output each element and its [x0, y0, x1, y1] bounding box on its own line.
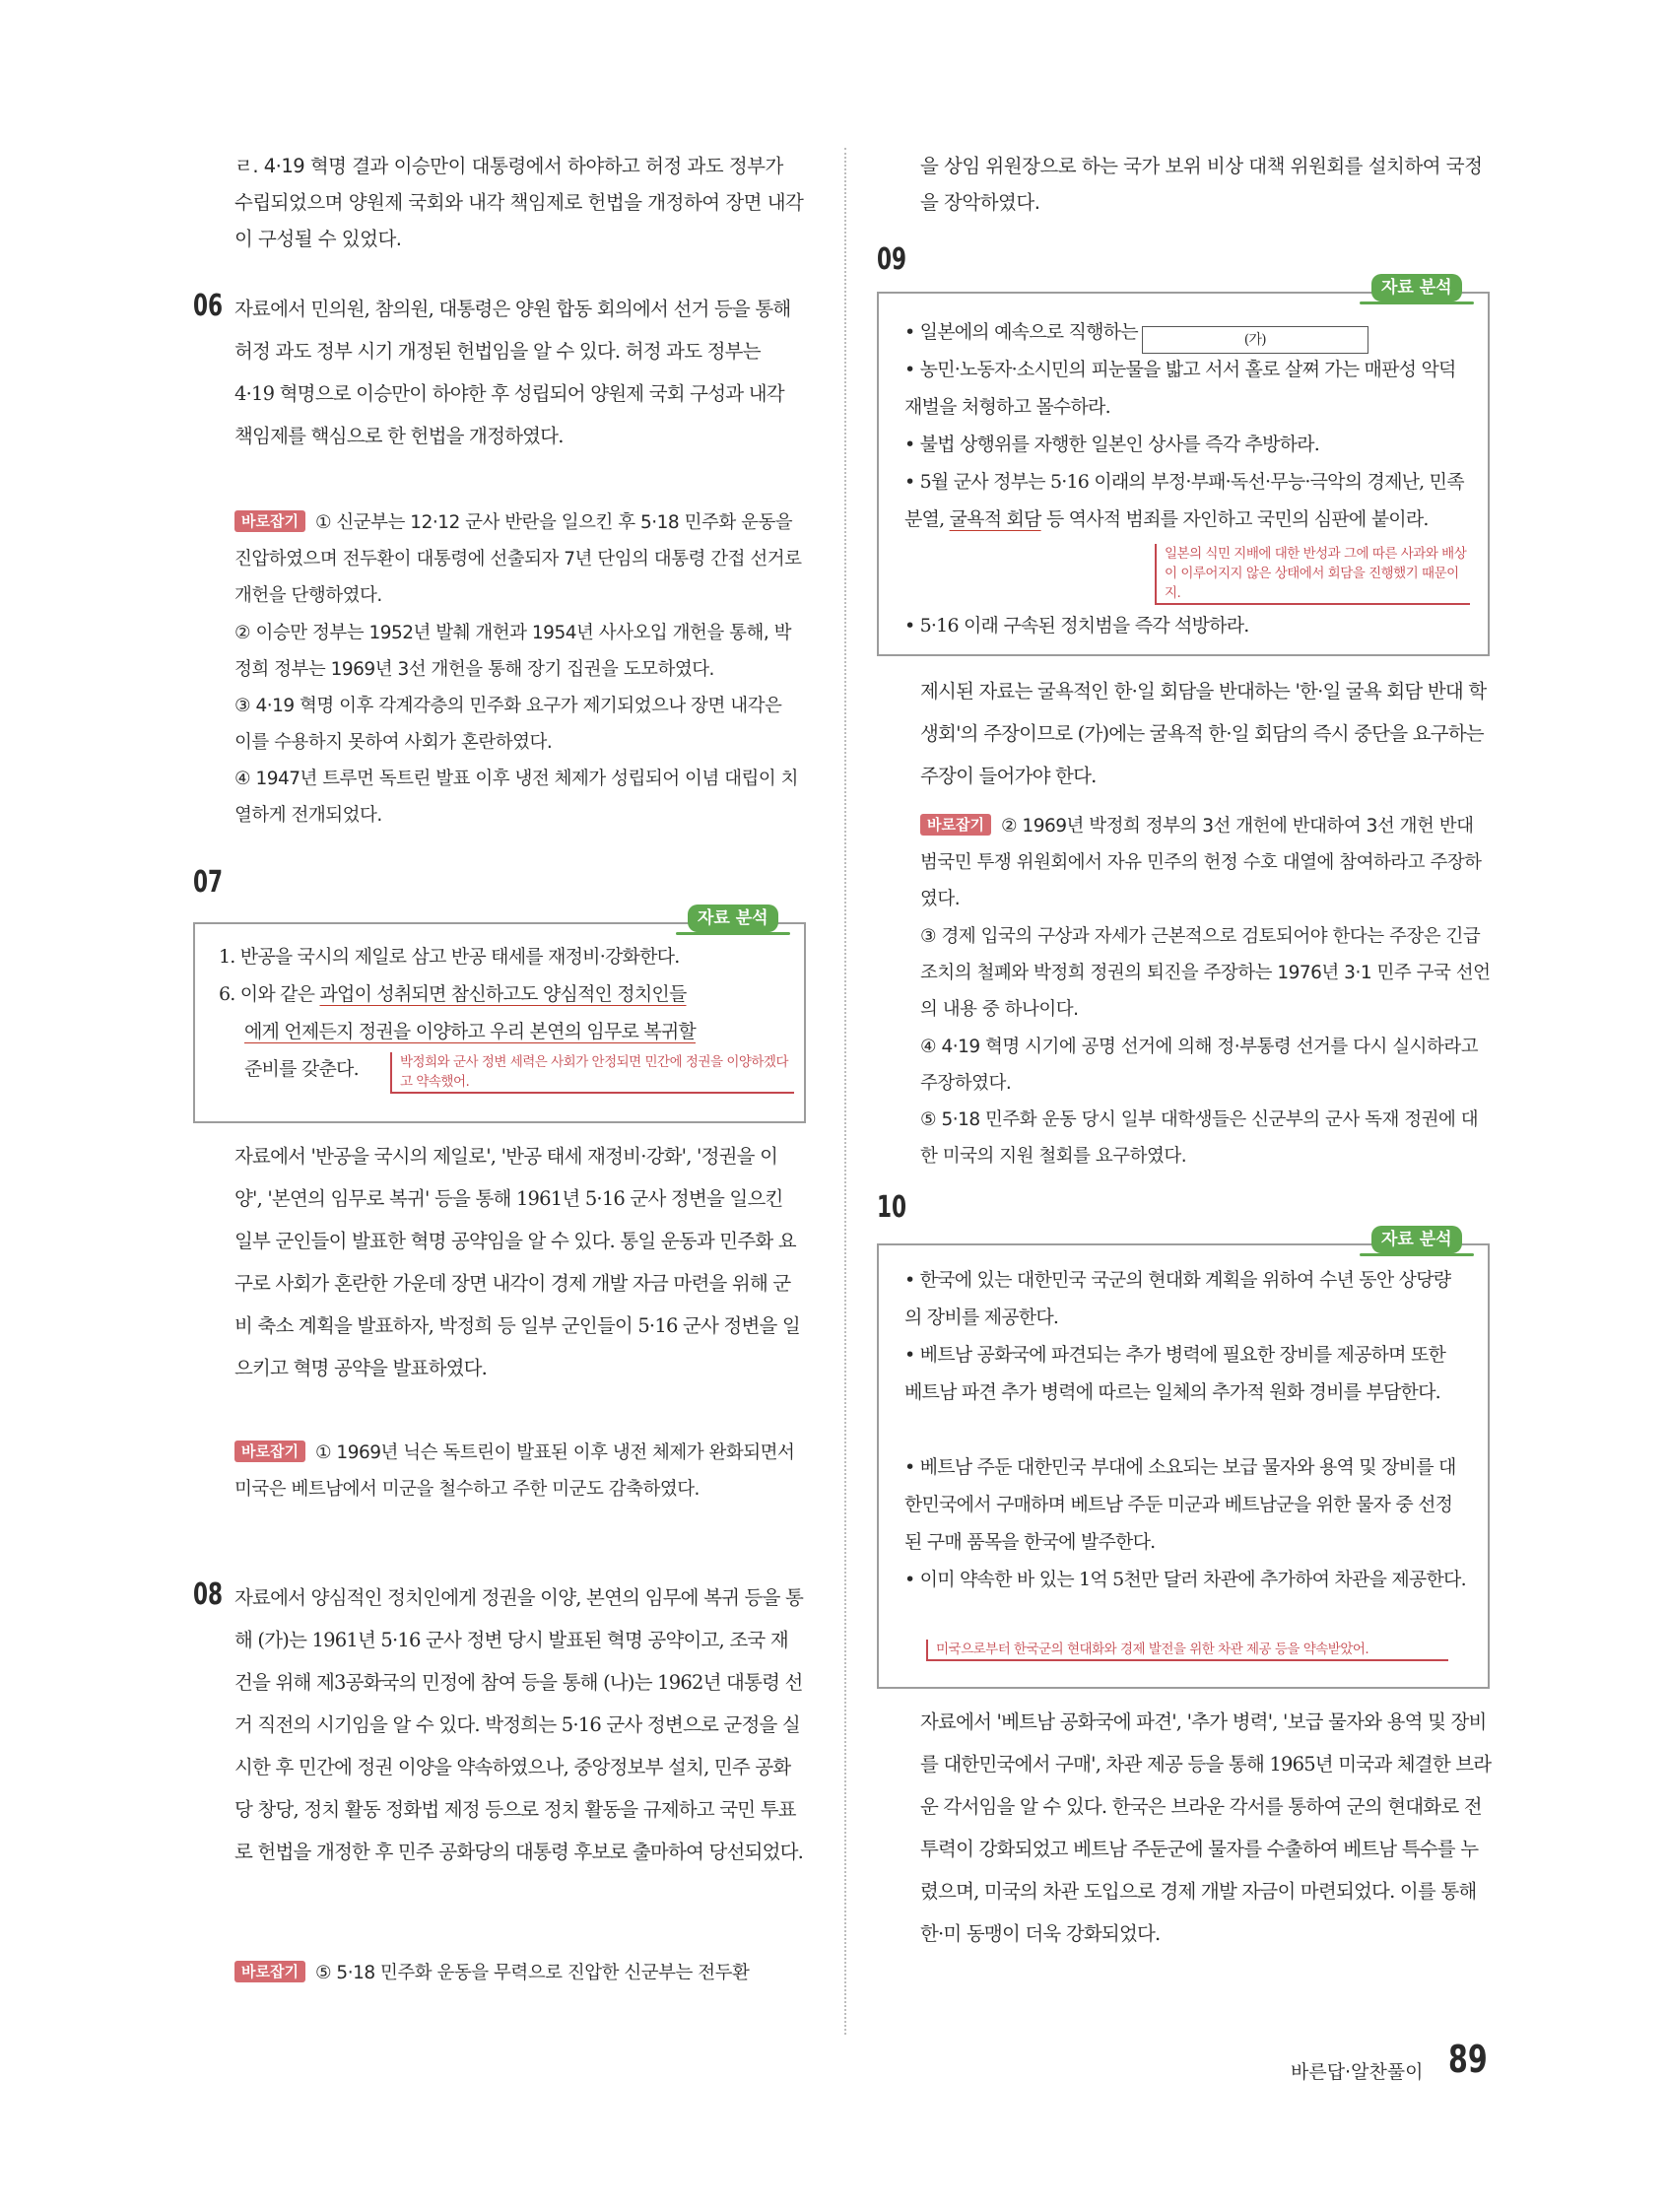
q09-bullet-1: • 일본에의 예속으로 직행하는 (가) [904, 313, 1466, 354]
q07-source-line-4: 준비를 갖춘다. [244, 1058, 359, 1080]
q06-correction-4: ④ 1947년 트루먼 독트린 발표 이후 냉전 체제가 성립되어 이념 대립이 치열하게 전개되었다. [234, 769, 799, 826]
q07-correction-1: 바로잡기 ① 1969년 닉슨 독트린이 발표된 이후 냉전 체제가 완화되면서 미국은 베트남에서 미군을 철수하고 주한 미군도 감축하였다. [234, 1442, 795, 1500]
source-analysis-tag: 자료 분석 [688, 905, 778, 932]
q09-bullet-5: • 5·16 이래 구속된 정치범을 즉각 석방하라. [904, 615, 1249, 637]
q09-correction-5: ⑤ 5·18 민주화 운동 당시 일부 대학생들은 신군부의 군사 독재 정권에 대한 미국의 지원 철회를 요구하였다. [920, 1109, 1479, 1167]
q10-annotation: 미국으로부터 한국군의 현대화와 경제 발전을 위한 차관 제공 등을 약속받았어. [926, 1640, 1448, 1661]
paragraph-continued: 을 상임 위원장으로 하는 국가 보위 비상 대책 위원회를 설치하여 국정을 장악하였다. [920, 155, 1483, 214]
source-analysis-tag: 자료 분석 [1371, 1226, 1462, 1253]
q09-bullet-4: • 5월 군사 정부는 5·16 이래의 부정·부패·독선·무능·극악의 경제난, 민족 분열, 굴욕적 회담 등 역사적 범죄를 자인하고 국민의 심판에 붙이라. [904, 471, 1464, 530]
correction-badge: 바로잡기 [234, 1961, 305, 1982]
q06-explanation: 자료에서 민의원, 참의원, 대통령은 양원 합동 회의에서 선거 등을 통해 허정 과도 정부 시기 개정된 헌법임을 알 수 있다. 허정 과도 정부는 4·19 혁명으로 이승만이 하야한 후 성립되어 양원제 국회 구성과 내각 책임제를 핵심으로 한 헌법을 개정하였다. [234, 298, 791, 447]
q09-explanation: 제시된 자료는 굴욕적인 한·일 회담을 반대하는 '한·일 굴욕 회담 반대 학생회'의 주장이므로 (가)에는 굴욕적 한·일 회담의 즉시 중단을 요구하는 주장이 들어가야 한다. [920, 680, 1487, 787]
q10-explanation: 자료에서 '베트남 공화국에 파견', '추가 병력', '보급 물자와 용역 및 장비를 대한민국에서 구매', 차관 제공 등을 통해 1965년 미국과 체결한 브라운 각서임을 알 수 있다. 한국은 브라운 각서를 통하여 군의 현대화로 전투력이 강화되었고 베트남 주둔군에 물자를 수출하여 베트남 특수를 누렸으며, 미국의 차관 도입으로 경제 개발 자금이 마련되었다. 이를 통해 한·미 동맹이 더욱 강화되었다. [920, 1710, 1492, 1945]
q08-explanation: 자료에서 양심적인 정치인에게 정권을 이양, 본연의 임무에 복귀 등을 통해 (가)는 1961년 5·16 군사 정변 당시 발표된 혁명 공약이고, 조국 재건을 위해 제3공화국의 민정에 참여 등을 통해 (나)는 1962년 대통령 선거 직전의 시기임을 알 수 있다. 박정희는 5·16 군사 정변으로 군정을 실시한 후 민간에 정권 이양을 약속하였으나, 중앙정보부 설치, 민주 공화당 창당, 정치 활동 정화법 제정 등으로 정치 활동을 규제하고 국민 투표로 헌법을 개정한 후 민주 공화당의 대통령 후보로 출마하여 당선되었다. [234, 1586, 804, 1863]
correction-badge: 바로잡기 [234, 1441, 305, 1462]
page-number: 89 [1448, 2038, 1488, 2081]
answer-blank: (가) [1142, 326, 1368, 354]
q09-bullet-3: • 불법 상행위를 자행한 일본인 상사를 즉각 추방하라. [904, 434, 1319, 455]
q07-source-line-1: 1. 반공을 국시의 제일로 삼고 반공 태세를 재정비·강화한다. [219, 946, 680, 968]
q06-correction-2: ② 이승만 정부는 1952년 발췌 개헌과 1954년 사사오입 개헌을 통해, 박정희 정부는 1969년 3선 개헌을 통해 장기 집권을 도모하였다. [234, 623, 791, 680]
q09-correction-2: 바로잡기 ② 1969년 박정희 정부의 3선 개헌에 반대하여 3선 개헌 반대 범국민 투쟁 위원회에서 자유 민주의 헌정 수호 대열에 참여하라고 주장하였다. [920, 816, 1482, 909]
q08-correction-5: 바로잡기 ⑤ 5·18 민주화 운동을 무력으로 진압한 신군부는 전두환 [234, 1955, 804, 1991]
q09-correction-3: ③ 경제 입국의 구상과 자세가 근본적으로 검토되어야 한다는 주장은 긴급 조치의 철폐와 박정희 정권의 퇴진을 주장하는 1976년 3·1 민주 구국 선언의 내용 중 하나이다. [920, 926, 1491, 1020]
q06-correction-3: ③ 4·19 혁명 이후 각계각층의 민주화 요구가 제기되었으나 장면 내각은 이를 수용하지 못하여 사회가 혼란하였다. [234, 696, 782, 753]
column-divider [844, 148, 846, 2035]
q10-bullet-3: • 베트남 주둔 대한민국 부대에 소요되는 보급 물자와 용역 및 장비를 대한민국에서 구매하며 베트남 주둔 미군과 베트남군을 위한 물자 중 선정된 구매 품목을 한국에 발주한다. [904, 1456, 1456, 1553]
q06-correction-1: 바로잡기 ① 신군부는 12·12 군사 반란을 일으킨 후 5·18 민주화 운동을 진압하였으며 전두환이 대통령에 선출되자 7년 단임의 대통령 간접 선거로 개헌을 단행하였다. [234, 512, 802, 606]
paragraph-ri: ㄹ. 4·19 혁명 결과 이승만이 대통령에서 하야하고 허정 과도 정부가 수립되었으며 양원제 국회와 내각 책임제로 헌법을 개정하여 장면 내각이 구성될 수 있었다. [234, 155, 804, 250]
q10-bullet-4: • 이미 약속한 바 있는 1억 5천만 달러 차관에 추가하여 차관을 제공한다. [904, 1569, 1466, 1590]
question-number-08: 08 [193, 1577, 224, 1612]
question-number-09: 09 [877, 242, 907, 277]
correction-badge: 바로잡기 [920, 814, 991, 836]
q07-annotation: 박정희와 군사 정변 세력은 사회가 안정되면 민간에 정권을 이양하겠다고 약속했어. [390, 1052, 794, 1094]
question-number-06: 06 [193, 289, 224, 323]
q09-correction-4: ④ 4·19 혁명 시기에 공명 선거에 의해 정·부통령 선거를 다시 실시하라고 주장하였다. [920, 1037, 1479, 1094]
q10-bullet-2: • 베트남 공화국에 파견되는 추가 병력에 필요한 장비를 제공하며 또한 베트남 파견 추가 병력에 따르는 일체의 추가적 원화 경비를 부담한다. [904, 1344, 1446, 1403]
q07-explanation: 자료에서 '반공을 국시의 제일로', '반공 태세 재정비·강화', '정권을 이양', '본연의 임무로 복귀' 등을 통해 1961년 5·16 군사 정변을 일으킨 일부 군인들이 발표한 혁명 공약임을 알 수 있다. 통일 운동과 민주화 요구로 사회가 혼란한 가운데 장면 내각이 경제 개발 자금 마련을 위해 군비 축소 계획을 발표하자, 박정희 등 일부 군인들이 5·16 군사 정변을 일으키고 혁명 공약을 발표하였다. [234, 1145, 800, 1379]
q10-bullet-1: • 한국에 있는 대한민국 국군의 현대화 계획을 위하여 수년 동안 상당량의 장비를 제공한다. [904, 1269, 1451, 1328]
q09-annotation: 일본의 식민 지배에 대한 반성과 그에 따른 사과와 배상이 이루어지지 않은 상태에서 회담을 진행했기 때문이지. [1155, 544, 1470, 605]
correction-badge: 바로잡기 [234, 510, 305, 532]
q07-source-line-2: 6. 이와 같은 과업이 성취되면 참신하고도 양심적인 정치인들 [219, 983, 687, 1005]
question-number-07: 07 [193, 865, 224, 900]
source-analysis-tag: 자료 분석 [1371, 274, 1462, 302]
q07-source-line-3: 에게 언제든지 정권을 이양하고 우리 본연의 임무로 복귀할 [244, 1021, 696, 1042]
footer-label: 바른답·알찬풀이 [1291, 2061, 1424, 2083]
q09-bullet-2: • 농민·노동자·소시민의 피눈물을 밟고 서서 홀로 살쪄 가는 매판성 악덕 재벌을 처형하고 몰수하라. [904, 359, 1456, 418]
question-number-10: 10 [877, 1190, 907, 1225]
